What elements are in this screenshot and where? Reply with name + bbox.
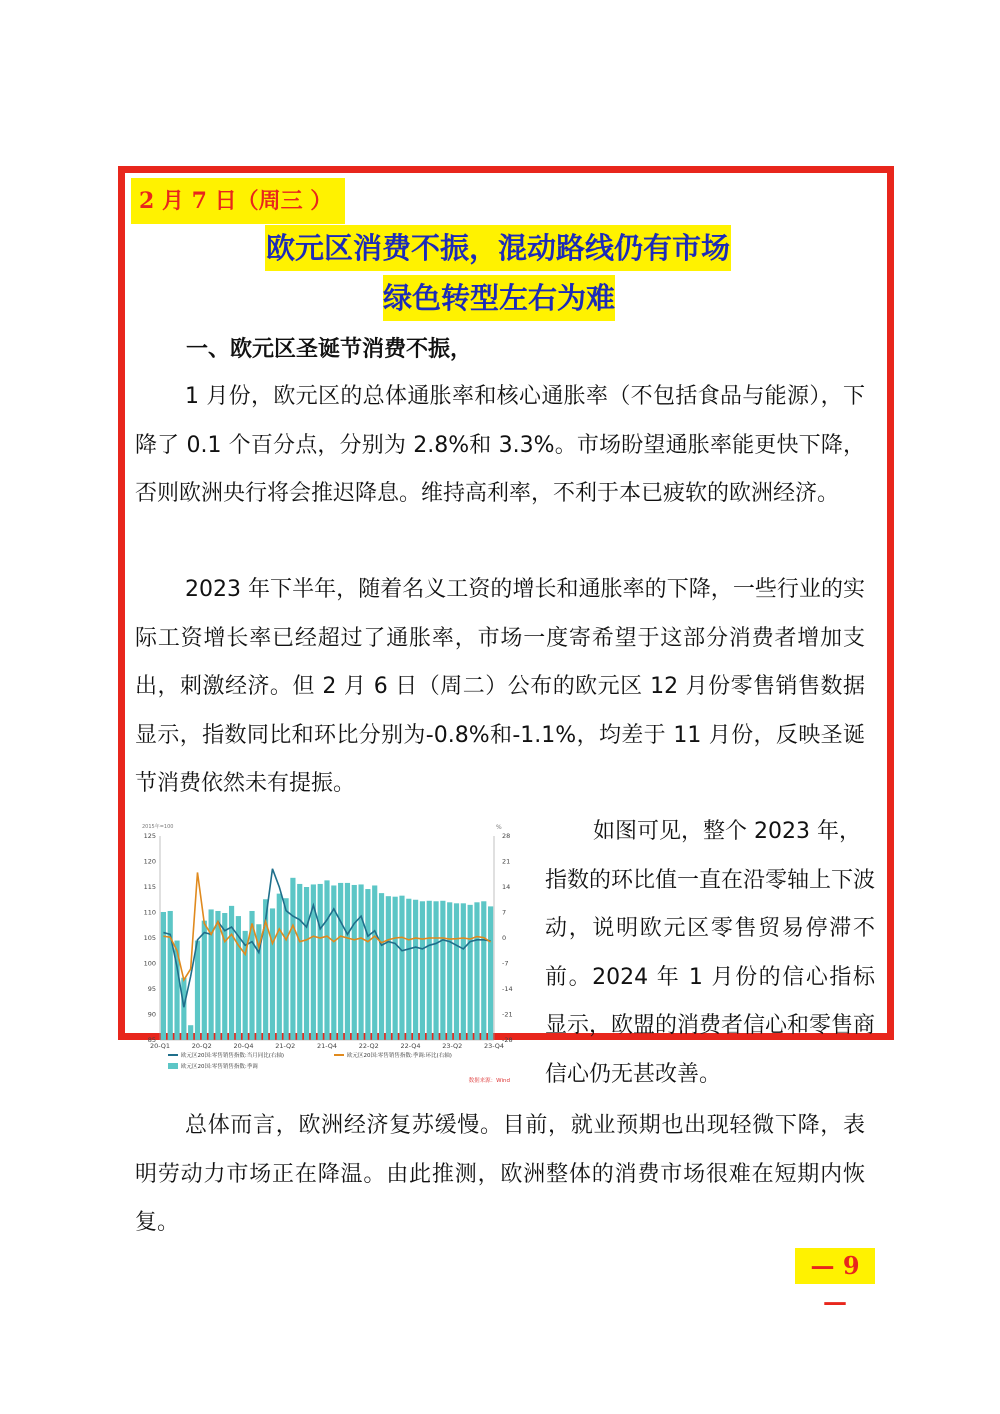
paragraph-3 — [545, 808, 875, 1099]
bar — [195, 941, 200, 1040]
paragraph-3-first-line: 如图可见，整个 2023 年， — [593, 819, 861, 844]
x-tick: 20-Q1 — [149, 1042, 171, 1050]
y-tick-left: 110 — [143, 908, 156, 917]
y-tick-right: -14 — [502, 985, 513, 993]
bar — [284, 898, 289, 1040]
bar — [318, 884, 323, 1040]
left-axis-unit: 2015年=100 — [142, 824, 174, 830]
y-tick-left: 125 — [143, 832, 156, 840]
bar — [454, 903, 459, 1040]
bar — [440, 901, 445, 1040]
y-tick-right: 21 — [502, 857, 511, 866]
bar — [222, 913, 227, 1040]
y-tick-right: 7 — [502, 908, 507, 917]
legend-swatch-bar — [168, 1063, 178, 1069]
y-tick-left: 95 — [147, 985, 156, 993]
bar — [468, 905, 473, 1040]
bar — [447, 902, 452, 1040]
bar — [209, 909, 214, 1040]
y-tick-left: 105 — [143, 934, 156, 942]
x-tick: 22-Q2 — [358, 1042, 379, 1050]
bar — [229, 906, 234, 1040]
bar — [324, 880, 329, 1040]
bar — [365, 889, 370, 1040]
legend-label-yoy: 欧元区20国:零售销售指数:当月同比(右轴) — [181, 1053, 284, 1059]
y-tick-right: -7 — [502, 959, 509, 968]
paragraph-1: 1 月份，欧元区的总体通胀率和核心通胀率（不包括食品与能源），下降了 0.1 个百分点，分别为 2.8%和 3.3%。市场盼望通胀率能更快下降，否则欧洲央行将会推迟降息。维持高利率，不利于本已疲软的欧洲经济。 — [135, 384, 865, 506]
bar — [202, 921, 207, 1040]
paragraph-3-rest: 指数的环比值一直在沿零轴上下波动，说明欧元区零售贸易停滞不前。2024 年 1 月份的信心指标显示，欧盟的消费者信心和零售商信心仍无甚改善。 — [545, 867, 876, 1087]
bar — [406, 899, 411, 1040]
y-tick-left: 120 — [143, 857, 156, 866]
legend-swatch-mom — [334, 1054, 344, 1056]
bar — [304, 887, 309, 1040]
legend-label-bar: 欧元区20国:零售销售指数:季调 — [181, 1064, 258, 1070]
x-tick: 21-Q4 — [316, 1042, 338, 1050]
page-number: — 9 — — [795, 1248, 875, 1284]
bar — [427, 901, 432, 1040]
bar — [215, 911, 220, 1040]
chart-source: 数据来源：Wind — [468, 1078, 510, 1084]
x-tick: 21-Q2 — [275, 1042, 296, 1050]
y-tick-right: 28 — [502, 832, 511, 840]
bar — [420, 901, 425, 1040]
x-tick: 22-Q4 — [400, 1042, 421, 1050]
bar — [474, 902, 479, 1040]
y-tick-left: 85 — [147, 1036, 156, 1044]
headline-line-2: 绿色转型左右为难 — [383, 275, 615, 321]
bar — [413, 900, 418, 1040]
bar — [358, 884, 363, 1040]
bar — [386, 896, 391, 1040]
bar — [433, 901, 438, 1040]
bar — [399, 896, 404, 1040]
bar — [181, 978, 186, 1040]
x-tick: 23-Q4 — [483, 1042, 505, 1050]
headline-line-1: 欧元区消费不振，混动路线仍有市场 — [265, 225, 731, 271]
bar — [297, 884, 302, 1040]
bar — [393, 897, 398, 1040]
date-tag: 2 月 7 日（周三 ） — [131, 178, 345, 224]
bar — [161, 912, 166, 1040]
y-tick-right: -28 — [502, 1036, 513, 1044]
retail-sales-chart — [138, 820, 522, 1092]
bar — [379, 893, 384, 1040]
legend-label-mom: 欧元区20国:零售销售指数:季调:环比(右轴) — [347, 1053, 452, 1059]
y-tick-left: 90 — [147, 1010, 156, 1019]
y-tick-left: 100 — [143, 959, 156, 968]
legend-swatch-yoy — [168, 1054, 178, 1056]
bar — [338, 883, 343, 1040]
bar — [352, 885, 357, 1040]
section-heading: 一、欧元区圣诞节消费不振， — [186, 337, 473, 362]
bar — [345, 883, 350, 1040]
bar — [488, 906, 493, 1040]
bar — [168, 911, 173, 1040]
y-tick-right: 0 — [502, 934, 507, 942]
bar — [372, 885, 377, 1040]
bar — [290, 878, 295, 1040]
y-tick-left: 115 — [143, 883, 156, 891]
y-tick-right: -21 — [502, 1010, 513, 1019]
y-tick-right: 14 — [502, 883, 511, 891]
paragraph-4: 总体而言，欧洲经济复苏缓慢。目前，就业预期也出现轻微下降，表明劳动力市场正在降温。由此推测，欧洲整体的消费市场很难在短期内恢复。 — [135, 1113, 865, 1235]
bar — [188, 1025, 193, 1040]
x-tick: 20-Q4 — [233, 1042, 254, 1050]
bar — [461, 903, 466, 1040]
bar — [277, 894, 282, 1040]
bar — [270, 908, 275, 1040]
bar — [481, 901, 486, 1040]
right-axis-unit: % — [496, 824, 502, 831]
x-tick: 23-Q2 — [442, 1042, 463, 1050]
paragraph-2: 2023 年下半年，随着名义工资的增长和通胀率的下降，一些行业的实际工资增长率已经超过了通胀率，市场一度寄希望于这部分消费者增加支出，刺激经济。但 2 月 6 日（周二）公布的欧元区 12 月份零售销售数据显示，指数同比和环比分别为-0.8%和-1.1%，均差于 11 月份，反映圣诞节消费依然未有提振。 — [135, 577, 865, 796]
x-tick: 20-Q2 — [191, 1042, 212, 1050]
